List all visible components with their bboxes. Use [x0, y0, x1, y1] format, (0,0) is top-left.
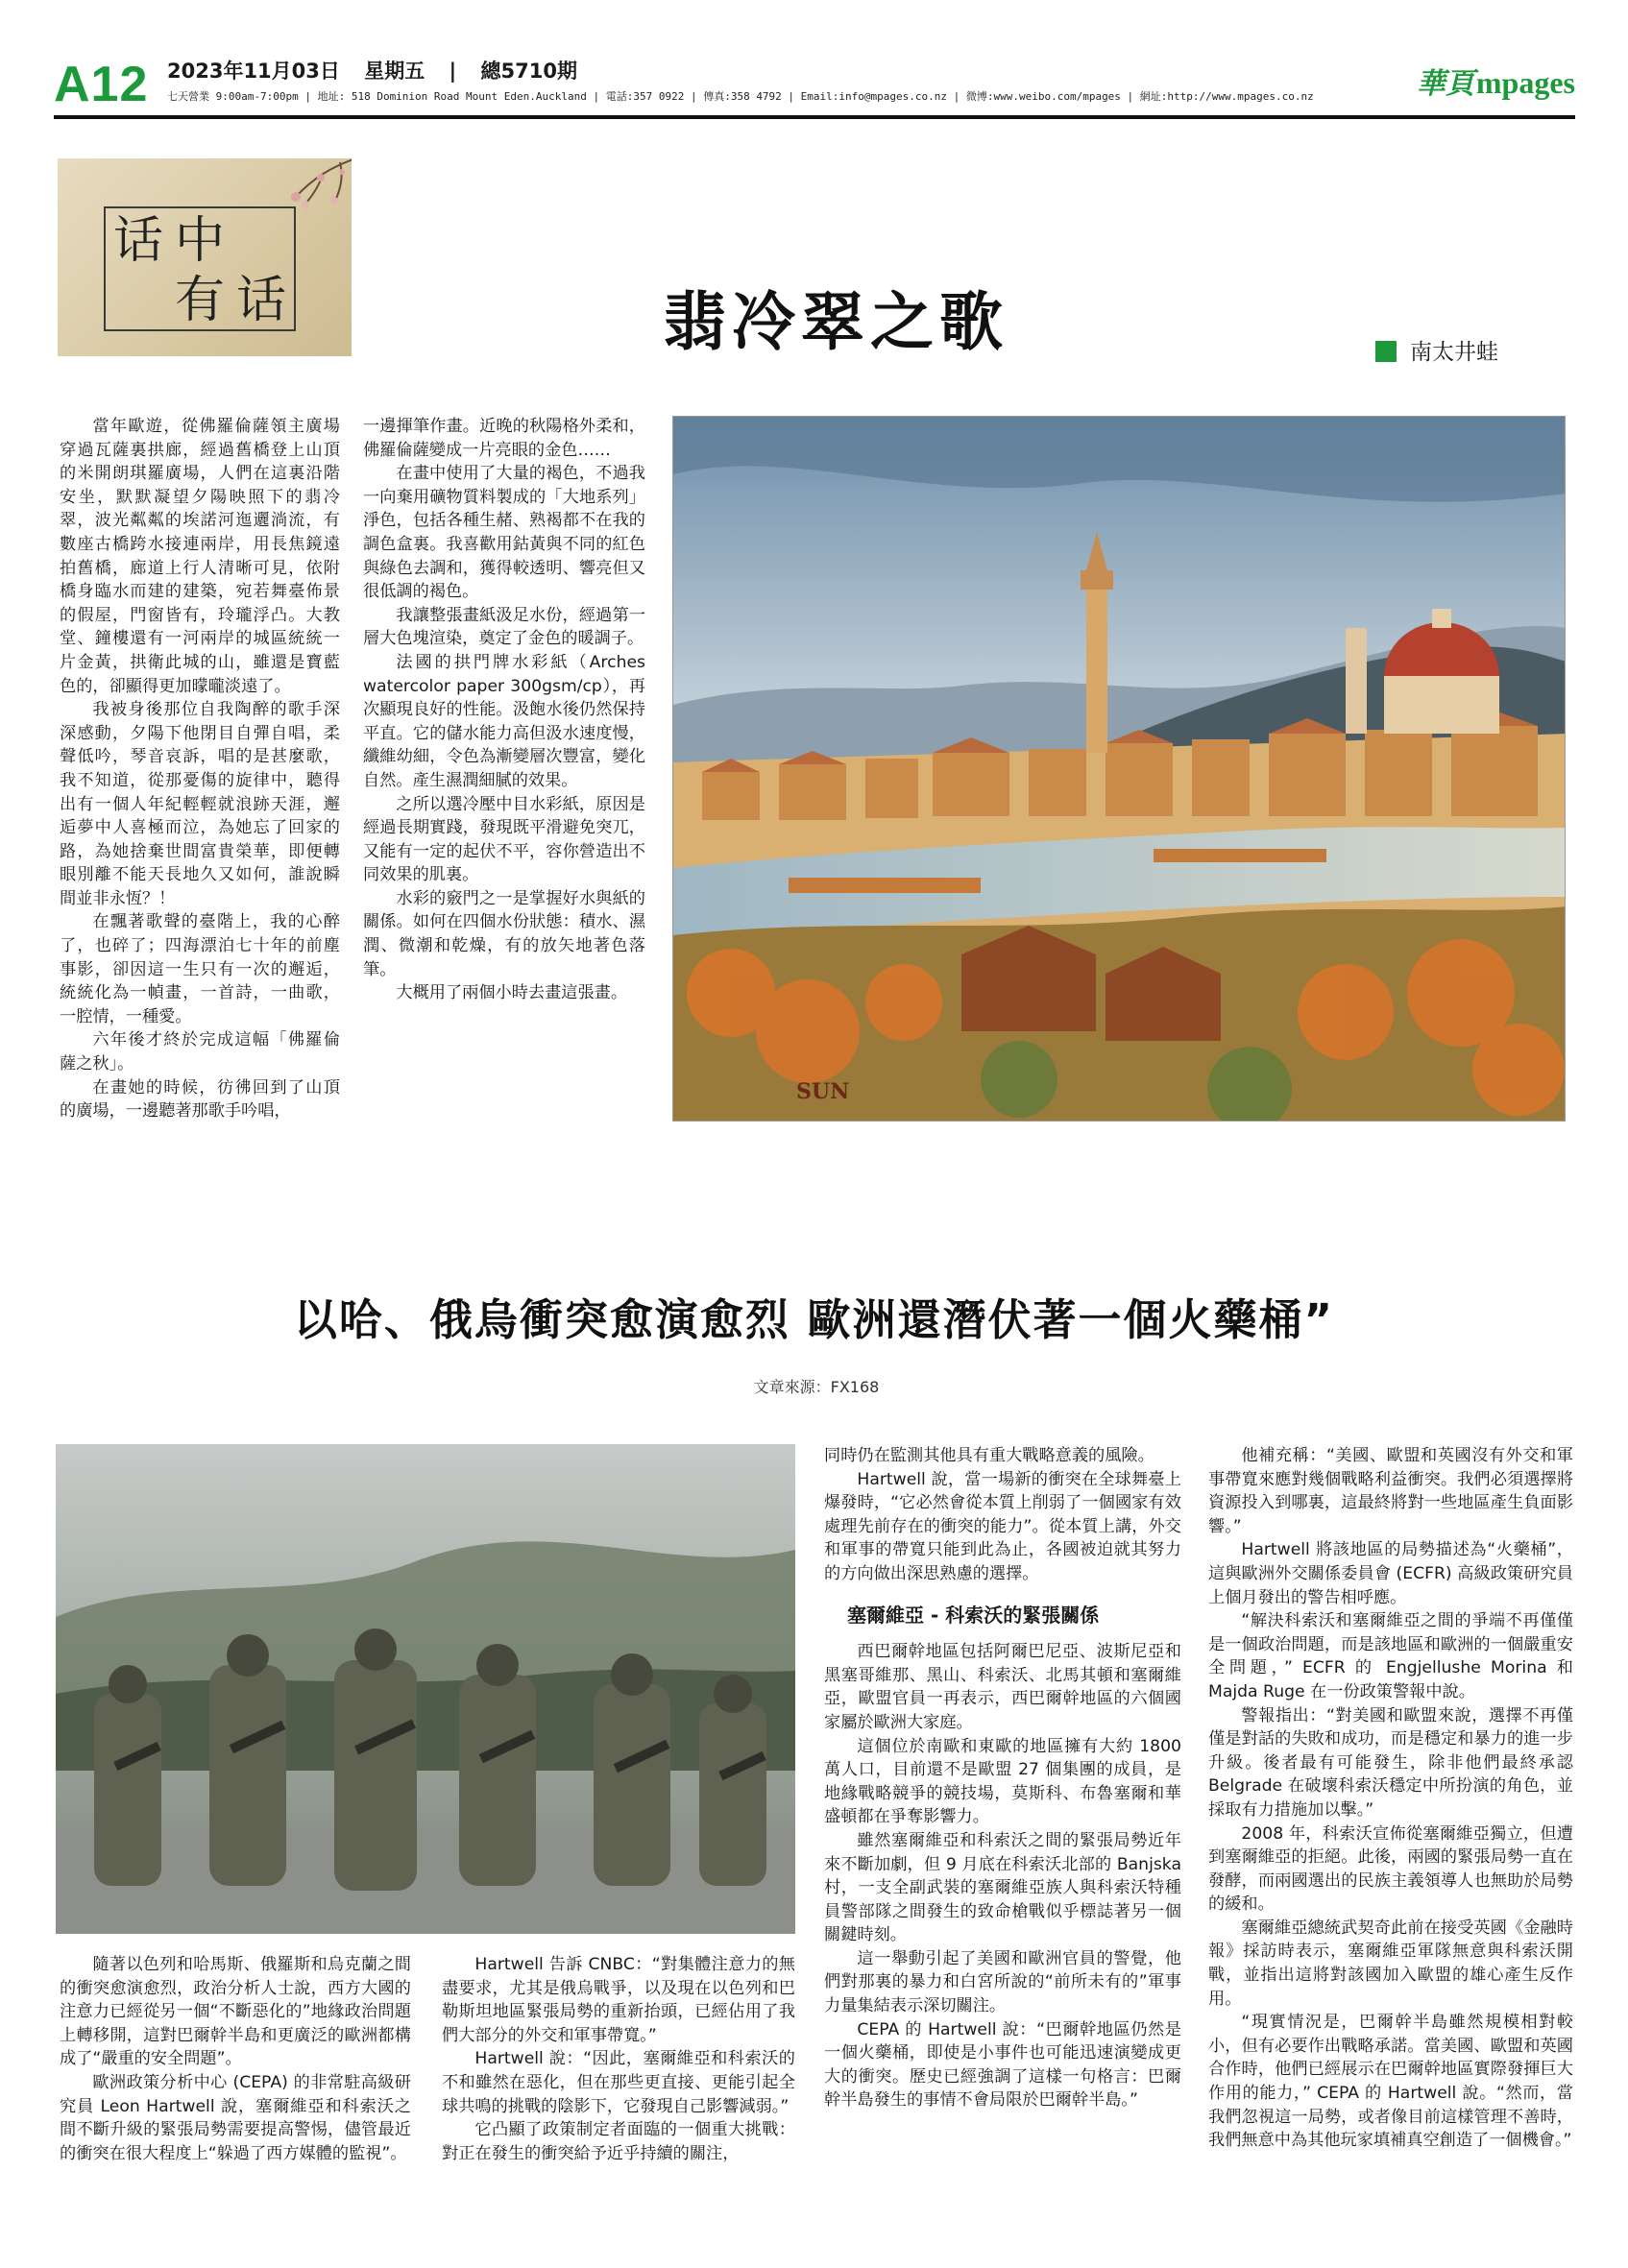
- article2-source: 文章來源：FX168: [753, 1378, 880, 1396]
- author-name: 南太井蛙: [1410, 340, 1498, 365]
- paragraph: 水彩的竅門之一是掌握好水與紙的關係。如何在四個水份狀態：積水、濕潤、微潮和乾燥，有的放矢地著色落筆。: [363, 888, 645, 979]
- paragraph: 大概用了兩個小時去畫這張畫。: [396, 983, 628, 1003]
- article2-column-2: [442, 1953, 795, 2165]
- paragraph: 同時仍在監測其他具有重大戰略意義的風險。: [824, 1446, 1154, 1465]
- paragraph: 之所以選冷壓中目水彩紙，原因是經過長期實踐，發現既平滑避免突兀，又能有一定的起伏不平，容你營造出不同效果的肌裏。: [363, 794, 645, 885]
- issue-weekday: 星期五: [364, 60, 425, 83]
- paragraph: 在畫她的時候，彷彿回到了山頂的廣場，一邊聽著那歌手吟唱，: [60, 1077, 340, 1122]
- header-dateline: [167, 56, 595, 84]
- article-column-2: [363, 415, 645, 1005]
- paragraph: 這一舉動引起了美國和歐洲官員的警覺，他們對那裏的暴力和白宮所說的“前所未有的”軍事力量集結表示深切關注。: [824, 1948, 1181, 2016]
- painting-image: [673, 417, 1566, 1122]
- paragraph: 我被身後那位自我陶醉的歌手深深感動，夕陽下他閉目自彈自唱，柔聲低吟，琴音哀訴，唱的是甚麼歌，我不知道，從那憂傷的旋律中，聽得出有一個人年紀輕輕就浪跡天涯，邂逅夢中人喜極而泣，為她忘了回家的路，為她捨棄世間富貴榮華，即便轉眼別離不能天長地久又如何，誰說瞬間並非永恆？！: [60, 700, 340, 908]
- badge-char: 有: [175, 272, 226, 329]
- section-subheading: 塞爾維亞 - 科索沃的緊張關係: [847, 1603, 1100, 1627]
- author-byline: [1375, 334, 1498, 366]
- paragraph: 這個位於南歐和東歐的地區擁有大約 1800 萬人口，目前還不是歐盟 27 個集團的成員，是地緣戰略競爭的競技場，莫斯科、布魯塞爾和華盛頓都在爭奪影響力。: [824, 1736, 1181, 1827]
- page-header: [54, 50, 1575, 119]
- badge-char: 中: [175, 212, 226, 270]
- paragraph: CEPA 的 Hartwell 說：“巴爾幹地區仍然是一個火藥桶，即使是小事件也可能迅速演變成更大的衝突。歷史已經強調了這樣一句格言：巴爾幹半島發生的事情不會局限於巴爾幹半島。”: [824, 2019, 1181, 2111]
- paragraph: Hartwell 說，當一場新的衝突在全球舞臺上爆發時，“它必然會從本質上削弱了一個國家有效處理先前存在的衝突的能力”。從本質上講，外交和軍事的帶寬只能到此為止，各國被迫就其努力的方向做出深思熟慮的選擇。: [824, 1469, 1181, 1583]
- article2-column-4: [1208, 1444, 1573, 2153]
- paragraph: 六年後才終於完成這幅「佛羅倫薩之秋」。: [60, 1030, 340, 1074]
- paragraph: 它凸顯了政策制定者面臨的一個重大挑戰：對正在發生的衝突給予近乎持續的關注，: [442, 2120, 795, 2163]
- issue-number: 總5710期: [480, 60, 577, 83]
- page-number: A12: [54, 57, 149, 112]
- logo-english: mpages: [1475, 65, 1575, 100]
- paragraph: 法國的拱門牌水彩紙（Arches watercolor paper 300gsm/cp），再次顯現良好的性能。汲飽水後仍然保持平直。它的儲水能力高但汲水速度慢，纖維幼細，令色為漸變層次豐富，變化自然。產生濕潤細膩的效果。: [363, 652, 645, 790]
- paragraph: 歐洲政策分析中心 (CEPA) 的非常駐高級研究員 Leon Hartwell 說，塞爾維亞和科索沃之間不斷升級的緊張局勢需要提高警惕，儘管最近的衝突在很大程度上“躲過了西方媒體的監視”。: [60, 2072, 411, 2163]
- paragraph: 西巴爾幹地區包括阿爾巴尼亞、波斯尼亞和黑塞哥維那、黑山、科索沃、北馬其頓和塞爾維亞，歐盟官員一再表示，西巴爾幹地區的六個國家屬於歐洲大家庭。: [824, 1642, 1181, 1732]
- paragraph: 2008 年，科索沃宣佈從塞爾維亞獨立，但遭到塞爾維亞的拒絕。此後，兩國的緊張局勢一直在發酵，而兩國選出的民族主義領導人也無助於局勢的緩和。: [1208, 1823, 1573, 1915]
- header-separator: |: [449, 60, 457, 83]
- paragraph: 塞爾維亞總統武契奇此前在接受英國《金融時報》採訪時表示，塞爾維亞軍隊無意與科索沃開戰，並指出這將對該國加入歐盟的雄心產生反作用。: [1208, 1918, 1573, 2009]
- header-contact-info: 七天營業 9:00am-7:00pm | 地址: 518 Dominion Road Mount Eden.Auckland | 電話:357 0922 | 傳真:358 4792 | Email:info@mpages.co.nz | 微博:www.weibo.com/mpages | 網址:http://www.mpages.co.nz: [167, 90, 1314, 103]
- paragraph: 在畫中使用了大量的褐色，不過我一向棄用礦物質料製成的「大地系列」淨色，包括各種生赭、熟褐都不在我的調色盒裏。我喜歡用鈷黃與不同的紅色與綠色去調和，獲得較透明、響亮但又很低調的褐色。: [363, 464, 645, 602]
- article2-title: 以哈、俄烏衝突愈演愈烈 歐洲還潛伏著一個火藥桶”: [293, 1294, 1335, 1345]
- article-column-1: [60, 415, 340, 1123]
- florence-watercolor-painting: [672, 416, 1566, 1122]
- article-title: 翡冷翠之歌: [663, 284, 1008, 359]
- photo-image: [56, 1444, 795, 1934]
- article2-column-3: [824, 1444, 1181, 2112]
- badge-char: 话: [113, 212, 164, 270]
- mpages-logo: [1417, 60, 1575, 102]
- paragraph: 我讓整張畫紙汲足水份，經過第一層大色塊渲染，奠定了金色的暖調子。: [363, 605, 645, 649]
- paragraph: “現實情況是，巴爾幹半島雖然規模相對較小，但有必要作出戰略承諾。當美國、歐盟和英國合作時，他們已經展示在巴爾幹地區實際發揮巨大作用的能力，” CEPA 的 Hartwell 說。“然而，當我們忽視這一局勢，或者像目前這樣管理不善時，我們無意中為其他玩家填補真空創造了一個機會。”: [1208, 2013, 1573, 2151]
- column-badge: [58, 158, 352, 356]
- issue-date: 2023年11月03日: [167, 60, 340, 83]
- article2-column-1: [60, 1953, 411, 2165]
- header-rule: [54, 115, 1575, 119]
- painting-signature: SUN: [796, 1079, 850, 1104]
- paragraph: Hartwell 告訴 CNBC：“對集體注意力的無盡要求，尤其是俄烏戰爭，以及現在以色列和巴勒斯坦地區緊張局勢的重新抬頭，已經佔用了我們大部分的外交和軍事帶寬。”: [442, 1955, 795, 2045]
- paragraph: 一邊揮筆作畫。近晚的秋陽格外柔和，佛羅倫薩變成一片亮眼的金色……: [363, 417, 645, 460]
- badge-char: 话: [236, 272, 287, 329]
- paragraph: 在飄著歌聲的臺階上，我的心醉了，也碎了；四海漂泊七十年的前塵事影，卻因這一生只有一次的邂逅，統統化為一幀畫，一首詩，一曲歌，一腔情，一種愛。: [60, 912, 340, 1026]
- paragraph: 警報指出：“對美國和歐盟來說，選擇不再僅僅是對話的失敗和成功，而是穩定和暴力的進一步升級。後者最有可能發生，除非他們最終承認 Belgrade 在破壞科索沃穩定中所扮演的角色，並採取有力措施加以擊。”: [1208, 1705, 1573, 1820]
- paragraph: Hartwell 將該地區的局勢描述為“火藥桶”，這與歐洲外交關係委員會 (ECFR) 高級政策研究員上個月發出的警告相呼應。: [1208, 1540, 1573, 1607]
- paragraph: “解決科索沃和塞爾維亞之間的爭端不再僅僅是一個政治問題，而是該地區和歐洲的一個嚴重安全問題，” ECFR 的 Engjellushe Morina 和 Majda Ruge 在一份政策警報中說。: [1208, 1611, 1573, 1701]
- paragraph: 他補充稱：“美國、歐盟和英國沒有外交和軍事帶寬來應對幾個戰略利益衝突。我們必須選擇將資源投入到哪裏，這最終將對一些地區產生負面影響。”: [1208, 1446, 1573, 1536]
- logo-chinese: 華頁: [1416, 68, 1474, 100]
- paragraph: Hartwell 說：“因此，塞爾維亞和科索沃的不和雖然在惡化，但在那些更直接、更能引起全球共鳴的挑戰的陰影下，它發現自己影響減弱。”: [442, 2049, 795, 2116]
- paragraph: 雖然塞爾維亞和科索沃之間的緊張局勢近年來不斷加劇，但 9 月底在科索沃北部的 Banjska 村，一支全副武裝的塞爾維亞族人與科索沃特種員警部隊之間發生的致命槍戰似乎標誌著另一個關鍵時刻。: [824, 1830, 1181, 1945]
- paragraph: 當年歐遊，從佛羅倫薩領主廣場穿過瓦薩裏拱廊，經過舊橋登上山頂的米開朗琪羅廣場，人們在這裏沿階安坐，默默凝望夕陽映照下的翡冷翠，波光粼粼的埃諾河迤邐淌流，有數座古橋跨水接連兩岸，用長焦鏡遠拍舊橋，廊道上行人清晰可見，依附橋身臨水而建的建築，宛若舞臺佈景的假屋，門窗皆有，玲瓏浮凸。大教堂、鐘樓還有一河兩岸的城區統統一片金黃，拱衛此城的山，雖還是寶藍色的，卻顯得更加曚曨淡遠了。: [60, 417, 340, 696]
- soldiers-photo: [56, 1444, 795, 1934]
- paragraph: 隨著以色列和哈馬斯、俄羅斯和烏克蘭之間的衝突愈演愈烈，政治分析人士說，西方大國的注意力已經從另一個“不斷惡化的”地緣政治問題上轉移開，這對巴爾幹半島和更廣泛的歐洲都構成了“嚴重的安全問題”。: [60, 1955, 411, 2069]
- author-marker-icon: [1375, 341, 1397, 362]
